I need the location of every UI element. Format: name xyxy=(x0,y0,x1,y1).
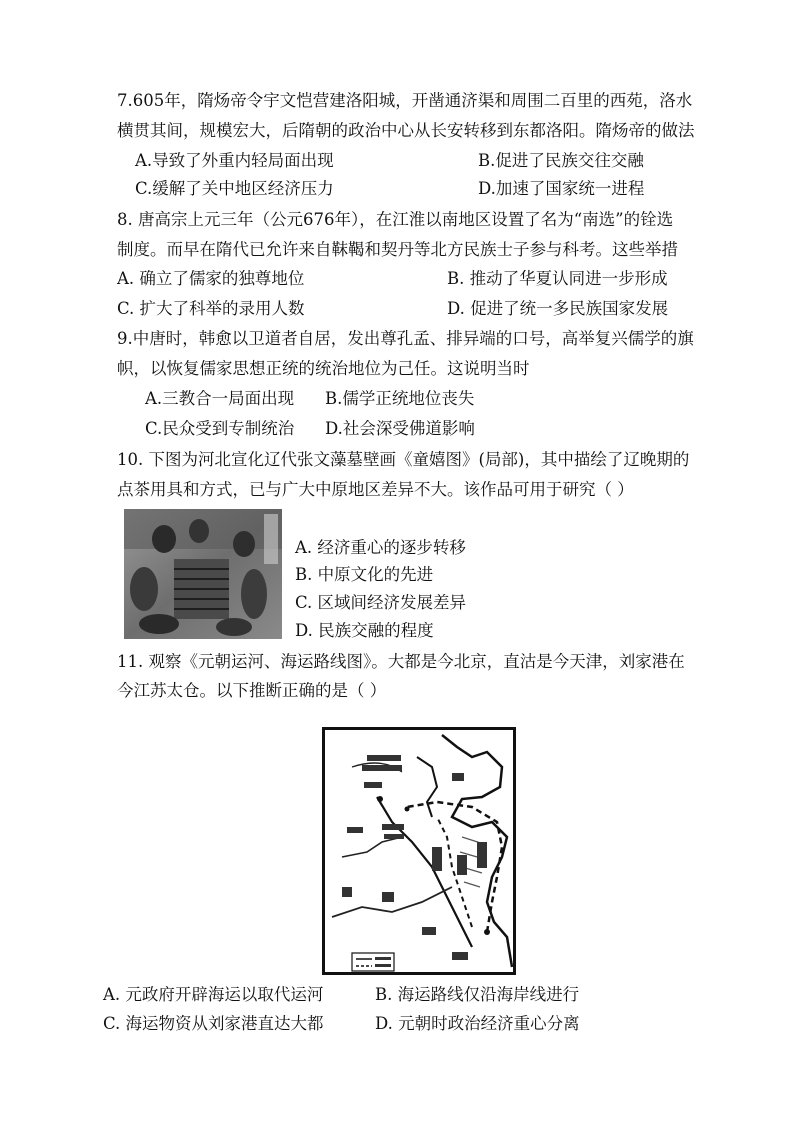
q10-option-b: B. 中原文化的先进 xyxy=(295,565,434,584)
q10-stem-line-1: 10. 下图为河北宣化辽代张文藻墓壁画《童嬉图》(局部)，其中描绘了辽晚期的 xyxy=(117,450,690,469)
q9-option-b: B.儒学正统地位丧失 xyxy=(325,389,475,408)
q7-option-a: A.导致了外重内轻局面出现 xyxy=(135,151,334,170)
q11-option-b: B. 海运路线仅沿海岸线进行 xyxy=(375,985,580,1004)
q8-stem-line-2: 制度。而早在隋代已允许来自靺鞨和契丹等北方民族士子参与科考。这些举措 xyxy=(117,240,678,259)
q11-option-c: C. 海运物资从刘家港直达大都 xyxy=(103,1014,324,1033)
q7-stem-line-2: 横贯其间，规模宏大，后隋朝的政治中心从长安转移到东都洛阳。隋炀帝的做法 xyxy=(117,121,695,140)
q8-option-d: D. 促进了统一多民族国家发展 xyxy=(447,299,669,318)
mural-photo xyxy=(124,509,282,639)
q7-option-c: C.缓解了关中地区经济压力 xyxy=(135,179,334,198)
q10-option-a: A. 经济重心的逐步转移 xyxy=(295,538,466,557)
q11-stem-line-2: 今江苏太仓。以下推断正确的是（ ） xyxy=(117,681,387,700)
q11-option-a: A. 元政府开辟海运以取代运河 xyxy=(103,985,324,1004)
q10-stem-line-2: 点茶用具和方式，已与广大中原地区差异不大。该作品可用于研究（ ） xyxy=(117,480,634,499)
q8-option-a: A. 确立了儒家的独尊地位 xyxy=(117,269,305,288)
q10-option-d: D. 民族交融的程度 xyxy=(295,621,434,640)
q11-option-d: D. 元朝时政治经济重心分离 xyxy=(375,1014,580,1033)
yuan-canal-sea-route-map xyxy=(322,727,516,975)
q7-option-d: D.加速了国家统一进程 xyxy=(478,179,645,198)
q10-option-c: C. 区域间经济发展差异 xyxy=(295,593,467,612)
q9-option-d: D.社会深受佛道影响 xyxy=(325,419,475,438)
q8-stem-line-1: 8. 唐高宗上元三年（公元676年），在江淮以南地区设置了名为“南选”的铨选 xyxy=(117,210,674,229)
q8-option-b: B. 推动了华夏认同进一步形成 xyxy=(447,269,668,288)
q7-stem-line-1: 7.605年，隋炀帝令宇文恺营建洛阳城，开凿通济渠和周围二百里的西苑，洛水 xyxy=(117,91,693,110)
q9-stem-line-1: 9.中唐时，韩愈以卫道者自居，发出尊孔孟、排异端的口号，高举复兴儒学的旗 xyxy=(117,329,694,348)
q8-option-c: C. 扩大了科举的录用人数 xyxy=(117,299,305,318)
q11-stem-line-1: 11. 观察《元朝运河、海运路线图》。大都是今北京，直沽是今天津，刘家港在 xyxy=(117,652,685,671)
q9-stem-line-2: 帜，以恢复儒家思想正统的统治地位为己任。这说明当时 xyxy=(117,359,530,378)
q7-option-b: B.促进了民族交往交融 xyxy=(478,151,644,170)
q9-option-c: C.民众受到专制统治 xyxy=(145,419,295,438)
q9-option-a: A.三教合一局面出现 xyxy=(145,389,295,408)
